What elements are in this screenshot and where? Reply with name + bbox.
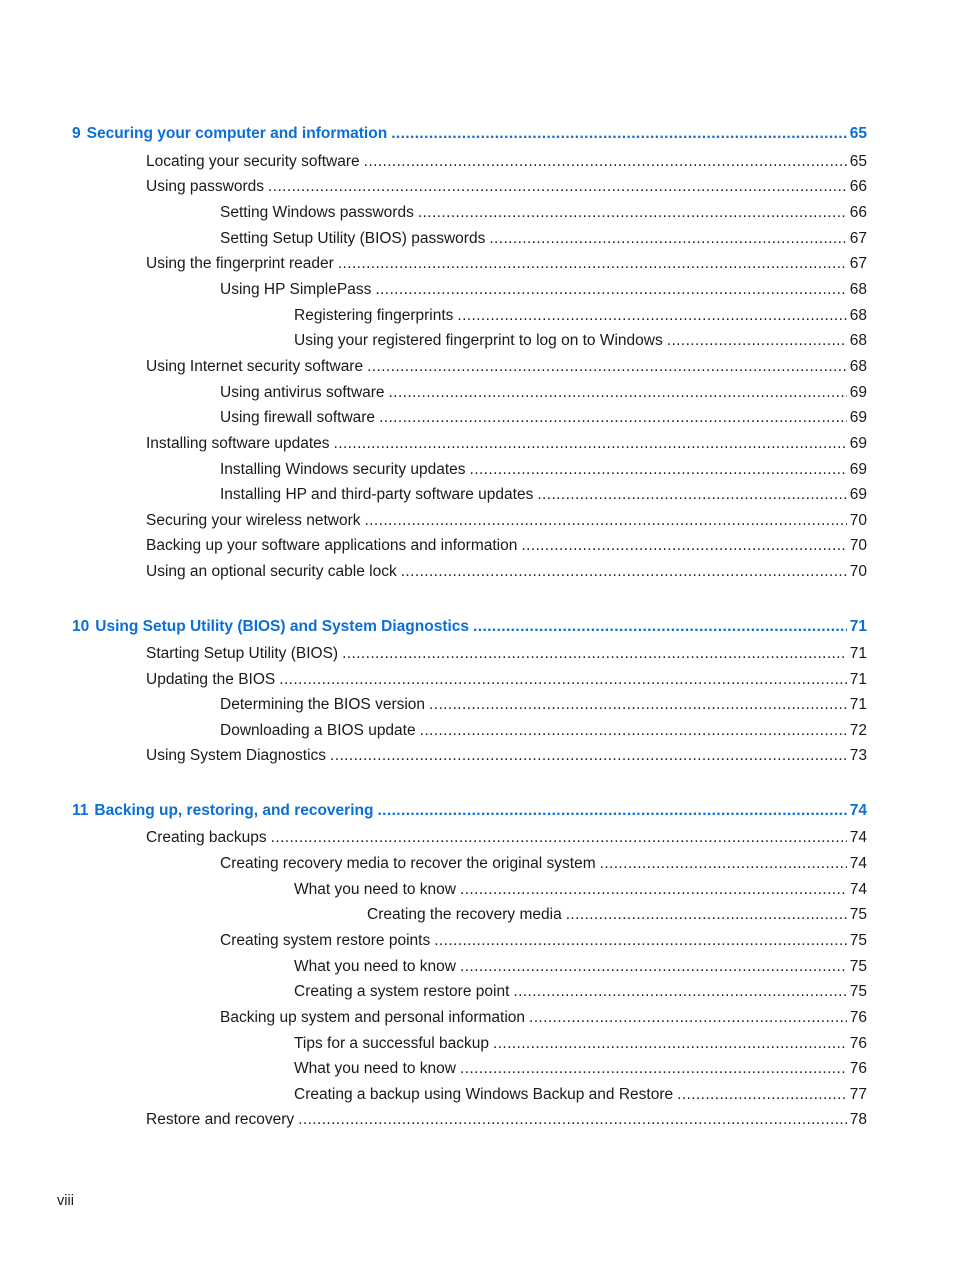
toc-leader-dots [460, 957, 847, 977]
toc-entry-title: 11 Backing up, restoring, and recovering [72, 802, 374, 819]
toc-leader-dots [677, 1085, 847, 1105]
toc-leader-dots [566, 905, 847, 925]
toc-entry-title: Using an optional security cable lock [146, 563, 397, 580]
page-number: viii [57, 1193, 74, 1209]
toc-entry-title: Installing software updates [146, 435, 330, 452]
toc-page-number: 71 [849, 696, 867, 713]
toc-leader-dots [600, 854, 847, 874]
toc-entry-title: Downloading a BIOS update [220, 722, 416, 739]
toc-entry-title: Using Internet security software [146, 358, 364, 375]
toc-entry[interactable] [146, 536, 867, 556]
toc-entry[interactable] [220, 460, 867, 480]
toc-page-number: 76 [849, 1060, 867, 1077]
toc-entry[interactable] [146, 152, 867, 172]
toc-entry-title: What you need to know [294, 1060, 456, 1077]
toc-entry-title: Determining the BIOS version [220, 696, 426, 713]
toc-entry[interactable] [146, 1110, 867, 1130]
toc-page-number: 69 [849, 435, 867, 452]
toc-leader-dots [418, 203, 847, 223]
toc-entry[interactable] [367, 905, 867, 925]
toc-page-number: 74 [849, 881, 867, 898]
toc-entry-title: Creating recovery media to recover the original system [220, 855, 596, 872]
toc-page-number: 75 [849, 932, 867, 949]
toc-entry-title: What you need to know [294, 958, 456, 975]
toc-entry[interactable] [146, 746, 867, 766]
toc-entry[interactable] [220, 229, 867, 249]
toc-leader-dots [379, 408, 847, 428]
toc-page-number: 68 [849, 281, 867, 298]
toc-entry[interactable] [220, 695, 867, 715]
toc-leader-dots [367, 357, 847, 377]
toc-leader-dots [342, 644, 847, 664]
toc-entry-title: Creating a system restore point [294, 983, 510, 1000]
toc-entry-title: Tips for a successful backup [294, 1035, 489, 1052]
toc-page-number: 74 [849, 855, 867, 872]
toc-entry[interactable] [220, 1008, 867, 1028]
toc-leader-dots [513, 982, 846, 1002]
toc-leader-dots [460, 880, 847, 900]
toc-entry-title: Installing Windows security updates [220, 461, 466, 478]
toc-page-number: 74 [849, 802, 867, 819]
toc-entry[interactable] [294, 880, 867, 900]
toc-entry-title: 9 Securing your computer and information [72, 125, 388, 142]
toc-entry[interactable] [220, 721, 867, 741]
toc-entry-title: Backing up system and personal information [220, 1009, 525, 1026]
toc-entry-title: Locating your security software [146, 153, 360, 170]
toc-entry[interactable] [220, 203, 867, 223]
toc-page-number: 71 [849, 671, 867, 688]
toc-leader-dots [420, 721, 847, 741]
toc-page-number: 68 [849, 358, 867, 375]
toc-entry-title: Using passwords [146, 178, 265, 195]
toc-page-number: 66 [849, 178, 867, 195]
toc-entry-title: Using the fingerprint reader [146, 255, 334, 272]
toc-entry-title: Updating the BIOS [146, 671, 276, 688]
toc-chapter-9[interactable] [72, 124, 867, 144]
toc-leader-dots [338, 254, 847, 274]
toc-entry-title: Securing your wireless network [146, 512, 361, 529]
toc-page-number: 76 [849, 1009, 867, 1026]
toc-page-number: 70 [849, 563, 867, 580]
toc-entry-title: 10 Using Setup Utility (BIOS) and System Diagnostics [72, 618, 470, 635]
toc-page-number: 67 [849, 255, 867, 272]
toc-entry[interactable] [294, 982, 867, 1002]
toc-page-number: 68 [849, 332, 867, 349]
toc-leader-dots [364, 152, 847, 172]
toc-leader-dots [493, 1034, 847, 1054]
toc-leader-dots [298, 1110, 847, 1130]
toc-leader-dots [391, 124, 847, 144]
toc-entry[interactable] [220, 854, 867, 874]
toc-entry[interactable] [146, 562, 867, 582]
toc-page-number: 70 [849, 537, 867, 554]
toc-entry-title: What you need to know [294, 881, 456, 898]
toc-chapter-11[interactable] [72, 801, 867, 821]
toc-entry[interactable] [294, 306, 867, 326]
toc-entry-title: Setting Windows passwords [220, 204, 414, 221]
toc-page-number: 66 [849, 204, 867, 221]
toc-entry[interactable] [146, 828, 867, 848]
toc-leader-dots [268, 177, 847, 197]
toc-entry[interactable] [146, 177, 867, 197]
toc-entry[interactable] [146, 434, 867, 454]
toc-page-number: 69 [849, 409, 867, 426]
toc-entry-title: Installing HP and third-party software updates [220, 486, 534, 503]
toc-leader-dots [470, 460, 847, 480]
toc-page-number: 77 [849, 1086, 867, 1103]
toc-page-number: 74 [849, 829, 867, 846]
toc-page-number: 72 [849, 722, 867, 739]
toc-entry[interactable] [146, 670, 867, 690]
toc-leader-dots [330, 746, 847, 766]
toc-chapter-10[interactable] [72, 617, 867, 637]
toc-leader-dots [473, 617, 847, 637]
toc-page-number: 75 [849, 958, 867, 975]
toc-leader-dots [401, 562, 847, 582]
toc-entry-title: Using firewall software [220, 409, 376, 426]
toc-leader-dots [389, 383, 847, 403]
toc-leader-dots [667, 331, 847, 351]
toc-leader-dots [334, 434, 847, 454]
toc-leader-dots [489, 229, 846, 249]
toc-leader-dots [529, 1008, 847, 1028]
toc-page-number: 76 [849, 1035, 867, 1052]
toc-entry[interactable] [294, 1059, 867, 1079]
toc-entry-title: Using antivirus software [220, 384, 385, 401]
toc-leader-dots [377, 801, 846, 821]
toc-leader-dots [457, 306, 846, 326]
toc-page-number: 69 [849, 486, 867, 503]
toc-entry[interactable] [220, 280, 867, 300]
toc-entry-title: Creating system restore points [220, 932, 431, 949]
toc-leader-dots [429, 695, 847, 715]
toc-page-number: 73 [849, 747, 867, 764]
toc-entry-title: Backing up your software applications and information [146, 537, 518, 554]
toc-page-number: 67 [849, 230, 867, 247]
toc-page-number: 65 [849, 153, 867, 170]
toc-entry[interactable] [294, 1034, 867, 1054]
toc-entry[interactable] [220, 383, 867, 403]
toc-entry[interactable] [294, 957, 867, 977]
toc-entry[interactable] [294, 331, 867, 351]
toc-page-number: 75 [849, 983, 867, 1000]
toc-entry-title: Creating the recovery media [367, 906, 562, 923]
toc-entry[interactable] [146, 357, 867, 377]
toc-leader-dots [271, 828, 847, 848]
toc-leader-dots [521, 536, 846, 556]
toc-leader-dots [279, 670, 847, 690]
toc-entry-title: Using your registered fingerprint to log on to Windows [294, 332, 663, 349]
toc-entry-title: Starting Setup Utility (BIOS) [146, 645, 339, 662]
toc-page-number: 71 [849, 645, 867, 662]
toc-entry[interactable] [220, 931, 867, 951]
toc-leader-dots [375, 280, 846, 300]
toc-leader-dots [365, 511, 847, 531]
toc-page-number: 69 [849, 461, 867, 478]
toc-entry-title: Restore and recovery [146, 1111, 295, 1128]
toc-entry[interactable] [294, 1085, 867, 1105]
toc-entry-title: Registering fingerprints [294, 307, 454, 324]
toc-page-number: 75 [849, 906, 867, 923]
toc-entry[interactable] [220, 408, 867, 428]
toc-entry-title: Using System Diagnostics [146, 747, 327, 764]
toc-entry-title: Using HP SimplePass [220, 281, 372, 298]
toc-entry[interactable] [146, 644, 867, 664]
toc-leader-dots [537, 485, 846, 505]
toc-entry-title: Creating a backup using Windows Backup and Restore [294, 1086, 674, 1103]
toc-page-number: 70 [849, 512, 867, 529]
toc-page-number: 71 [849, 618, 867, 635]
toc-page-number: 68 [849, 307, 867, 324]
toc-entry-title: Setting Setup Utility (BIOS) passwords [220, 230, 486, 247]
toc-leader-dots [460, 1059, 847, 1079]
toc-page-number: 69 [849, 384, 867, 401]
toc-entry-title: Creating backups [146, 829, 267, 846]
toc-entry[interactable] [146, 254, 867, 274]
toc-entry[interactable] [146, 511, 867, 531]
toc-leader-dots [434, 931, 847, 951]
toc-page-number: 65 [849, 125, 867, 142]
toc-entry[interactable] [220, 485, 867, 505]
toc-page-number: 78 [849, 1111, 867, 1128]
